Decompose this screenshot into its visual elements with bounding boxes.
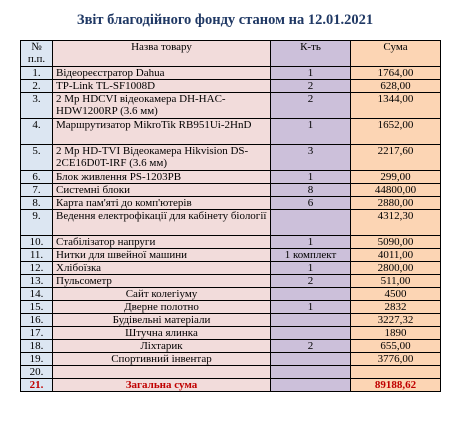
row-qty: 1 <box>271 236 351 249</box>
row-qty <box>271 327 351 340</box>
row-qty: 6 <box>271 197 351 210</box>
row-name: Сайт колегіуму <box>53 288 271 301</box>
table-row <box>21 314 441 327</box>
row-number: 7. <box>21 184 53 197</box>
row-name: Штучна ялинка <box>53 327 271 340</box>
row-name: Спортивний інвентар <box>53 353 271 366</box>
row-number: 20. <box>21 366 53 379</box>
row-qty: 1 <box>271 262 351 275</box>
row-name: Карта пам'яті до комп'ютерів <box>53 197 271 210</box>
row-number: 4. <box>21 119 53 145</box>
row-number: 3. <box>21 93 53 119</box>
row-name: Будівельні матеріали <box>53 314 271 327</box>
table-row <box>21 327 441 340</box>
table-header-row <box>21 41 441 67</box>
row-qty: 1 <box>271 301 351 314</box>
table-row <box>21 288 441 301</box>
total-number: 21. <box>21 379 53 392</box>
row-qty <box>271 353 351 366</box>
row-qty: 1 <box>271 119 351 145</box>
row-sum: 1344,00 <box>351 93 441 119</box>
row-number: 19. <box>21 353 53 366</box>
total-row <box>21 379 441 392</box>
row-number: 13. <box>21 275 53 288</box>
table-row <box>21 275 441 288</box>
row-qty <box>271 210 351 236</box>
table-row <box>21 119 441 145</box>
row-sum: 299,00 <box>351 171 441 184</box>
row-sum: 3776,00 <box>351 353 441 366</box>
row-name: Відеореєстратор Dahua <box>53 67 271 80</box>
table-row <box>21 145 441 171</box>
header-number-line1: № <box>31 41 42 53</box>
row-sum: 2880,00 <box>351 197 441 210</box>
total-qty <box>271 379 351 392</box>
table-row <box>21 301 441 314</box>
row-sum: 4500 <box>351 288 441 301</box>
table-row <box>21 340 441 353</box>
row-sum: 44800,00 <box>351 184 441 197</box>
header-qty: К-ть <box>271 41 351 67</box>
header-number <box>21 41 53 67</box>
row-number: 9. <box>21 210 53 236</box>
row-qty <box>271 314 351 327</box>
row-number: 14. <box>21 288 53 301</box>
row-sum: 2217,60 <box>351 145 441 171</box>
row-number: 5. <box>21 145 53 171</box>
total-sum: 89188,62 <box>351 379 441 392</box>
row-number: 16. <box>21 314 53 327</box>
row-name: Пульсометр <box>53 275 271 288</box>
row-name: Блок живлення PS-1203PB <box>53 171 271 184</box>
row-name: Дверне полотно <box>53 301 271 314</box>
row-sum: 628,00 <box>351 80 441 93</box>
row-qty: 2 <box>271 275 351 288</box>
row-qty: 2 <box>271 93 351 119</box>
table-row <box>21 236 441 249</box>
header-number-line2: п.п. <box>27 53 46 65</box>
row-qty <box>271 366 351 379</box>
row-qty: 1 <box>271 67 351 80</box>
donations-table <box>20 40 441 392</box>
header-sum: Сума <box>351 41 441 67</box>
row-sum: 511,00 <box>351 275 441 288</box>
row-name: Системні блоки <box>53 184 271 197</box>
row-number: 11. <box>21 249 53 262</box>
row-name: Стабілізатор напруги <box>53 236 271 249</box>
table-row <box>21 171 441 184</box>
table-row <box>21 80 441 93</box>
row-sum: 2832 <box>351 301 441 314</box>
table-row <box>21 184 441 197</box>
table-row <box>21 93 441 119</box>
row-qty: 3 <box>271 145 351 171</box>
row-name: TP-Link TL-SF1008D <box>53 80 271 93</box>
row-name: Ліхтарик <box>53 340 271 353</box>
row-sum: 1764,00 <box>351 67 441 80</box>
row-sum: 4312,30 <box>351 210 441 236</box>
header-name: Назва товару <box>53 41 271 67</box>
row-qty: 2 <box>271 340 351 353</box>
row-number: 18. <box>21 340 53 353</box>
row-name: Хлібоїзка <box>53 262 271 275</box>
total-label: Загальна сума <box>53 379 271 392</box>
row-number: 6. <box>21 171 53 184</box>
row-sum: 2800,00 <box>351 262 441 275</box>
table-row <box>21 210 441 236</box>
row-number: 1. <box>21 67 53 80</box>
table-row <box>21 366 441 379</box>
row-qty <box>271 288 351 301</box>
row-name: 2 Mp HD-TVI Відеокамера Hikvision DS-2CE16D0T-IRF (3.6 мм) <box>53 145 271 171</box>
row-qty: 8 <box>271 184 351 197</box>
table-row <box>21 67 441 80</box>
row-number: 10. <box>21 236 53 249</box>
row-sum: 4011,00 <box>351 249 441 262</box>
row-qty: 2 <box>271 80 351 93</box>
table-row <box>21 262 441 275</box>
row-sum: 3227,32 <box>351 314 441 327</box>
row-name: Ведення електрофікації для кабінету біології <box>53 210 271 236</box>
table-row <box>21 249 441 262</box>
table-row <box>21 197 441 210</box>
row-sum: 1890 <box>351 327 441 340</box>
report-title: Звіт благодійного фонду станом на 12.01.2021 <box>76 12 374 28</box>
row-number: 15. <box>21 301 53 314</box>
row-name: 2 Mp HDCVI відеокамера DH-HAC-HDW1200RP (3.6 мм) <box>53 93 271 119</box>
row-qty: 1 комплект <box>271 249 351 262</box>
row-name: Нитки для швейної машини <box>53 249 271 262</box>
row-sum: 5090,00 <box>351 236 441 249</box>
row-name: Маршрутизатор MikroTik RB951Ui-2HnD <box>53 119 271 145</box>
row-sum: 1652,00 <box>351 119 441 145</box>
row-number: 12. <box>21 262 53 275</box>
row-number: 2. <box>21 80 53 93</box>
row-name <box>53 366 271 379</box>
table-row <box>21 353 441 366</box>
row-number: 8. <box>21 197 53 210</box>
row-sum: 655,00 <box>351 340 441 353</box>
row-number: 17. <box>21 327 53 340</box>
row-qty: 1 <box>271 171 351 184</box>
row-sum <box>351 366 441 379</box>
